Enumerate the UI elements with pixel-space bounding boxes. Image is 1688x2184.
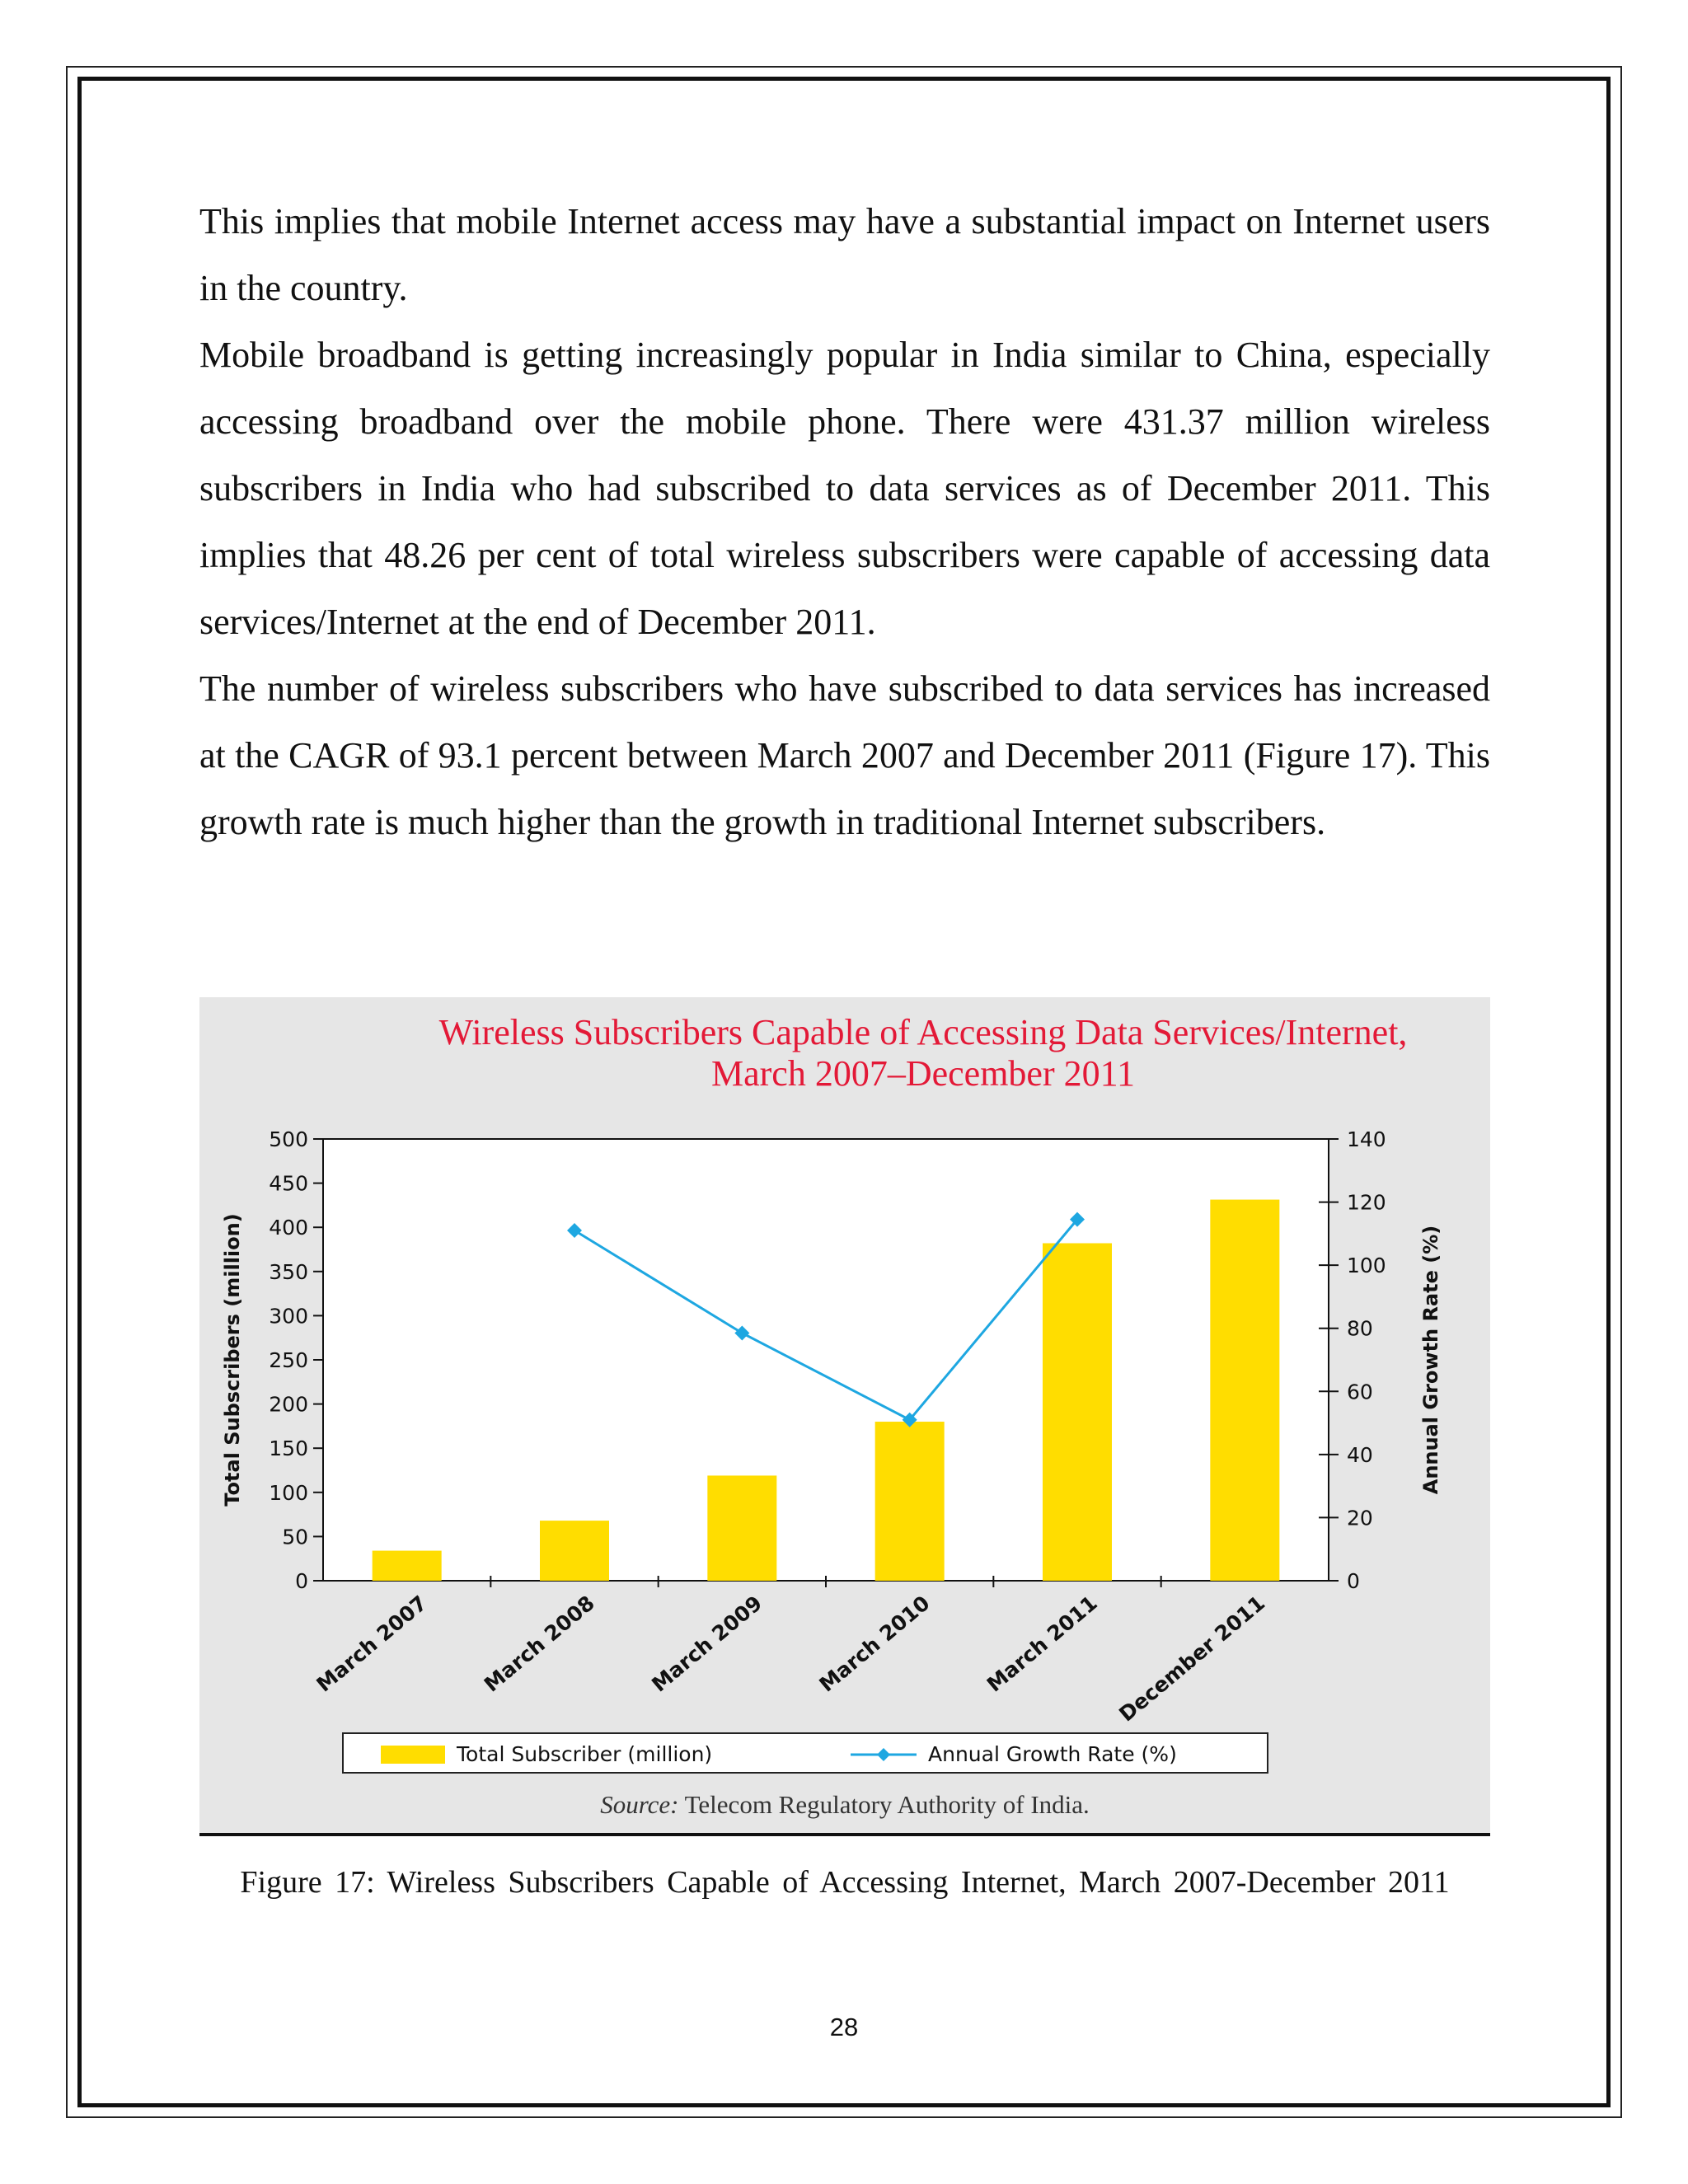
x-tick-label: March 2010	[814, 1591, 935, 1697]
y-left-tick-label: 100	[269, 1480, 308, 1505]
paragraph-1: This implies that mobile Internet access may have a substantial impact on Internet users in the country.	[199, 201, 1490, 308]
x-tick-label: March 2011	[982, 1591, 1102, 1697]
bar-1	[540, 1521, 609, 1581]
y-left-tick-label: 300	[269, 1304, 308, 1329]
page-number: 28	[829, 2013, 859, 2041]
body-text	[199, 188, 1490, 855]
paragraph-2: Mobile broadband is getting increasingly popular in India similar to China, especially accessing broadband over the mobile phone. There were 431.37 million wireless subscribers in India who had subscribed to data services as of December 2011. This implies that 48.26 per cent of total wireless subscribers were capable of accessing data services/Internet at the end of December 2011.	[199, 335, 1490, 642]
y-left-tick-label: 400	[269, 1216, 308, 1240]
chart-bottom-rule	[199, 1833, 1490, 1836]
y-right-tick-label: 120	[1347, 1190, 1386, 1215]
y-left-tick-label: 500	[269, 1127, 308, 1151]
legend-line-label: Annual Growth Rate (%)	[928, 1742, 1177, 1766]
y-left-tick-label: 150	[269, 1436, 308, 1461]
y-right-tick-label: 0	[1347, 1569, 1360, 1593]
source-text: Telecom Regulatory Authority of India.	[684, 1790, 1090, 1819]
y-axis-left	[269, 1127, 323, 1593]
y-left-tick-label: 200	[269, 1392, 308, 1417]
y-right-tick-label: 60	[1347, 1380, 1373, 1404]
x-tick-label: March 2008	[479, 1591, 599, 1697]
plot-area	[323, 1139, 1329, 1581]
bar-4	[1043, 1243, 1112, 1581]
y-right-tick-label: 100	[1347, 1254, 1386, 1278]
y-left-tick-label: 350	[269, 1259, 308, 1284]
x-tick-label: March 2009	[647, 1591, 767, 1697]
y-left-tick-label: 0	[295, 1569, 308, 1593]
chart-title-line-1: Wireless Subscribers Capable of Accessing Data Services/Internet,	[438, 1012, 1408, 1052]
y-right-tick-label: 140	[1347, 1127, 1386, 1151]
y-left-tick-label: 50	[282, 1525, 308, 1549]
bar-0	[373, 1551, 442, 1581]
bar-3	[875, 1422, 945, 1581]
y-left-tick-label: 250	[269, 1348, 308, 1372]
bar-5	[1210, 1200, 1279, 1581]
y-left-tick-label: 450	[269, 1171, 308, 1196]
y-axis-right-label: Annual Growth Rate (%)	[1419, 1225, 1442, 1495]
figure-caption: Figure 17: Wireless Subscribers Capable of Accessing Internet, March 2007-December 2011	[240, 1865, 1450, 1900]
chart-subtitle: March 2007–December 2011	[711, 1053, 1135, 1094]
legend-bar-label: Total Subscriber (million)	[457, 1742, 713, 1766]
y-axis-left-label: Total Subscribers (million)	[221, 1213, 244, 1507]
x-tick-label: March 2007	[312, 1591, 432, 1697]
wireless-subscribers-chart	[199, 997, 1490, 1833]
legend-bar-swatch	[381, 1746, 445, 1764]
bar-2	[707, 1475, 776, 1581]
x-axis	[312, 1576, 1269, 1727]
y-right-tick-label: 20	[1347, 1506, 1373, 1530]
paragraph-3: The number of wireless subscribers who have subscribed to data services has increased at the CAGR of 93.1 percent between March 2007 and December 2011 (Figure 17). This growth rate is much higher than the growth in traditional Internet subscribers.	[199, 668, 1490, 842]
y-right-tick-label: 80	[1347, 1316, 1373, 1341]
chart-source	[199, 1790, 1490, 1820]
source-label: Source:	[600, 1790, 679, 1819]
y-right-tick-label: 40	[1347, 1442, 1373, 1467]
x-tick-label: December 2011	[1114, 1591, 1270, 1727]
